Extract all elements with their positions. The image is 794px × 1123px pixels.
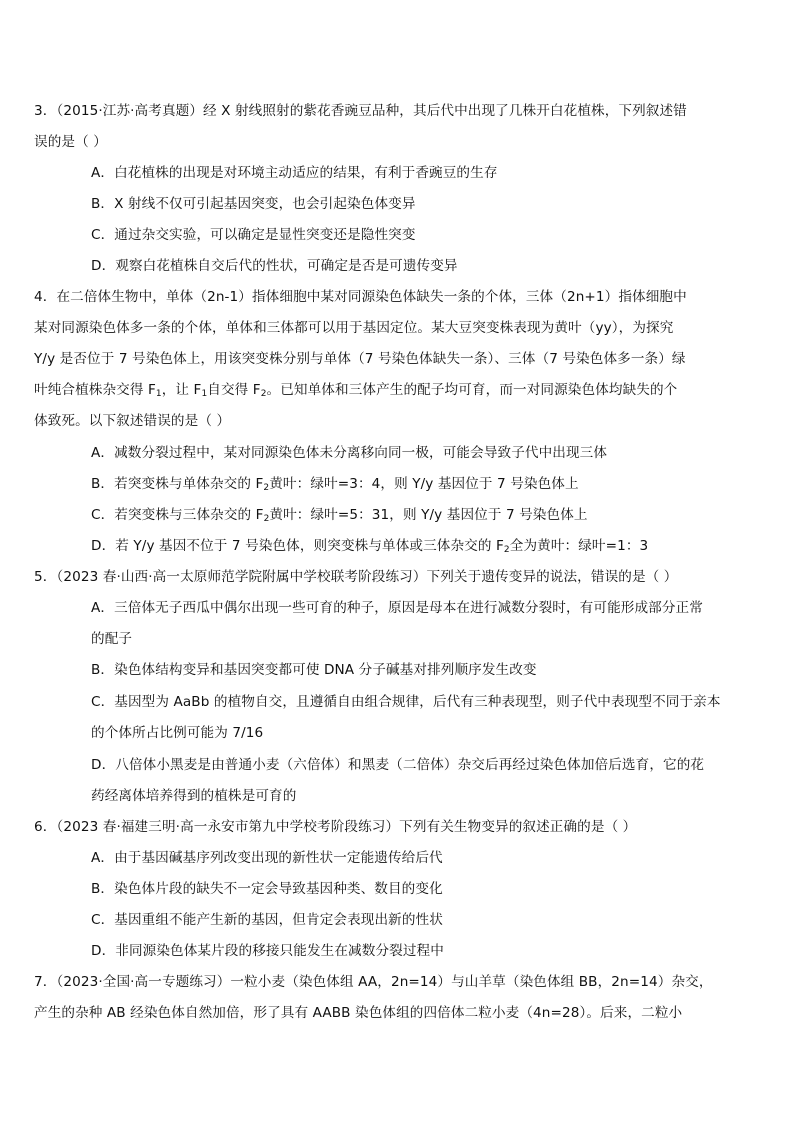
q5-stem-line-1: 5．（2023 春·山西·高一太原师范学院附属中学校联考阶段练习）下列关于遗传变异的说法，错误的是（ ） bbox=[34, 569, 678, 585]
q4-line4-part-a: 叶纯合植株杂交得 F bbox=[34, 382, 156, 398]
q4-option-b-part-2: 黄叶：绿叶=3：4，则 Y/y 基因位于 7 号染色体上 bbox=[269, 476, 579, 492]
q7-stem-line-2: 产生的杂种 AB 经染色体自然加倍，形了具有 AABB 染色体组的四倍体二粒小麦（4n=28）。后来，二粒小 bbox=[34, 1005, 683, 1021]
q6-option-b: B．染色体片段的缺失不一定会导致基因种类、数目的变化 bbox=[91, 881, 443, 897]
q5-option-b: B．染色体结构变异和基因突变都可使 DNA 分子碱基对排列顺序发生改变 bbox=[91, 662, 537, 678]
q4-line4-part-b: ，让 F bbox=[161, 382, 202, 398]
q4-option-c bbox=[91, 505, 588, 525]
q5-option-d-line-2: 药经离体培养得到的植株是可育的 bbox=[91, 788, 297, 804]
q7-stem-line-1: 7．（2023·全国·高一专题练习）一粒小麦（染色体组 AA，2n=14）与山羊草（染色体组 BB，2n=14）杂交， bbox=[34, 974, 713, 990]
q4-option-d bbox=[91, 536, 648, 556]
q4-line4-sub-3: 2 bbox=[260, 389, 267, 399]
q4-option-c-part-1: C．若突变株与三体杂交的 F bbox=[91, 507, 264, 523]
q4-option-c-sub: 2 bbox=[263, 514, 270, 524]
q4-option-d-sub: 2 bbox=[503, 545, 510, 555]
q4-line4-part-d: 。已知单体和三体产生的配子均可育，而一对同源染色体均缺失的个 bbox=[266, 382, 678, 398]
q5-option-c-line-1: C．基因型为 AaBb 的植物自交，且遵循自由组合规律，后代有三种表现型，则子代中表现型不同于亲本 bbox=[91, 694, 721, 710]
q3-stem-line-1: 3．（2015·江苏·高考真题）经 X 射线照射的紫花香豌豆品种，其后代中出现了几株开白花植株，下列叙述错 bbox=[34, 103, 687, 119]
q5-option-c-line-2: 的个体所占比例可能为 7/16 bbox=[91, 725, 264, 741]
q3-option-b: B．X 射线不仅可引起基因突变，也会引起染色体变异 bbox=[91, 196, 416, 212]
q3-option-a: A．白花植株的出现是对环境主动适应的结果，有利于香豌豆的生存 bbox=[91, 165, 498, 181]
q4-stem-line-4 bbox=[34, 380, 677, 400]
q4-stem-line-3: Y/y 是否位于 7 号染色体上，用该突变株分别与单体（7 号染色体缺失一条）、三体（7 号染色体多一条）绿 bbox=[34, 351, 686, 367]
q4-option-c-part-2: 黄叶：绿叶=5：31，则 Y/y 基因位于 7 号染色体上 bbox=[269, 507, 588, 523]
q5-option-d-line-1: D．八倍体小黑麦是由普通小麦（六倍体）和黑麦（二倍体）杂交后再经过染色体加倍后选育，它的花 bbox=[91, 757, 705, 773]
q4-option-b-sub: 2 bbox=[263, 483, 270, 493]
q3-option-d: D．观察白花植株自交后代的性状，可确定是否是可遗传变异 bbox=[91, 258, 458, 274]
q4-stem-line-5: 体致死。以下叙述错误的是（ ） bbox=[34, 413, 231, 429]
q5-option-a-line-1: A．三倍体无子西瓜中偶尔出现一些可育的种子，原因是母本在进行减数分裂时，有可能形成部分正常 bbox=[91, 600, 703, 616]
q4-line4-sub-1: 1 bbox=[155, 389, 162, 399]
q4-stem-line-1: 4．在二倍体生物中，单体（2n-1）指体细胞中某对同源染色体缺失一条的个体，三体（2n+1）指体细胞中 bbox=[34, 289, 687, 305]
q4-stem-line-2: 某对同源染色体多一条的个体，单体和三体都可以用于基因定位。某大豆突变株表现为黄叶（yy），为探究 bbox=[34, 320, 674, 336]
q4-option-a: A．减数分裂过程中，某对同源染色体未分离移向同一极，可能会导致子代中出现三体 bbox=[91, 445, 608, 461]
q4-option-b bbox=[91, 474, 579, 494]
q5-option-a-line-2: 的配子 bbox=[91, 631, 133, 647]
q4-line4-sub-2: 1 bbox=[201, 389, 208, 399]
q4-line4-part-c: 自交得 F bbox=[207, 382, 261, 398]
q6-option-d: D．非同源染色体某片段的移接只能发生在减数分裂过程中 bbox=[91, 943, 444, 959]
q3-option-c: C．通过杂交实验，可以确定是显性突变还是隐性突变 bbox=[91, 227, 416, 243]
q6-option-c: C．基因重组不能产生新的基因，但肯定会表现出新的性状 bbox=[91, 912, 443, 928]
q6-option-a: A．由于基因碱基序列改变出现的新性状一定能遗传给后代 bbox=[91, 850, 443, 866]
q6-stem-line-1: 6．（2023 春·福建三明·高一永安市第九中学校考阶段练习）下列有关生物变异的叙述正确的是（ ） bbox=[34, 819, 637, 835]
q3-stem-line-2: 误的是（ ） bbox=[34, 134, 107, 150]
q4-option-d-part-2: 全为黄叶：绿叶=1：3 bbox=[509, 538, 649, 554]
q4-option-b-part-1: B．若突变株与单体杂交的 F bbox=[91, 476, 264, 492]
q4-option-d-part-1: D．若 Y/y 基因不位于 7 号染色体，则突变株与单体或三体杂交的 F bbox=[91, 538, 504, 554]
